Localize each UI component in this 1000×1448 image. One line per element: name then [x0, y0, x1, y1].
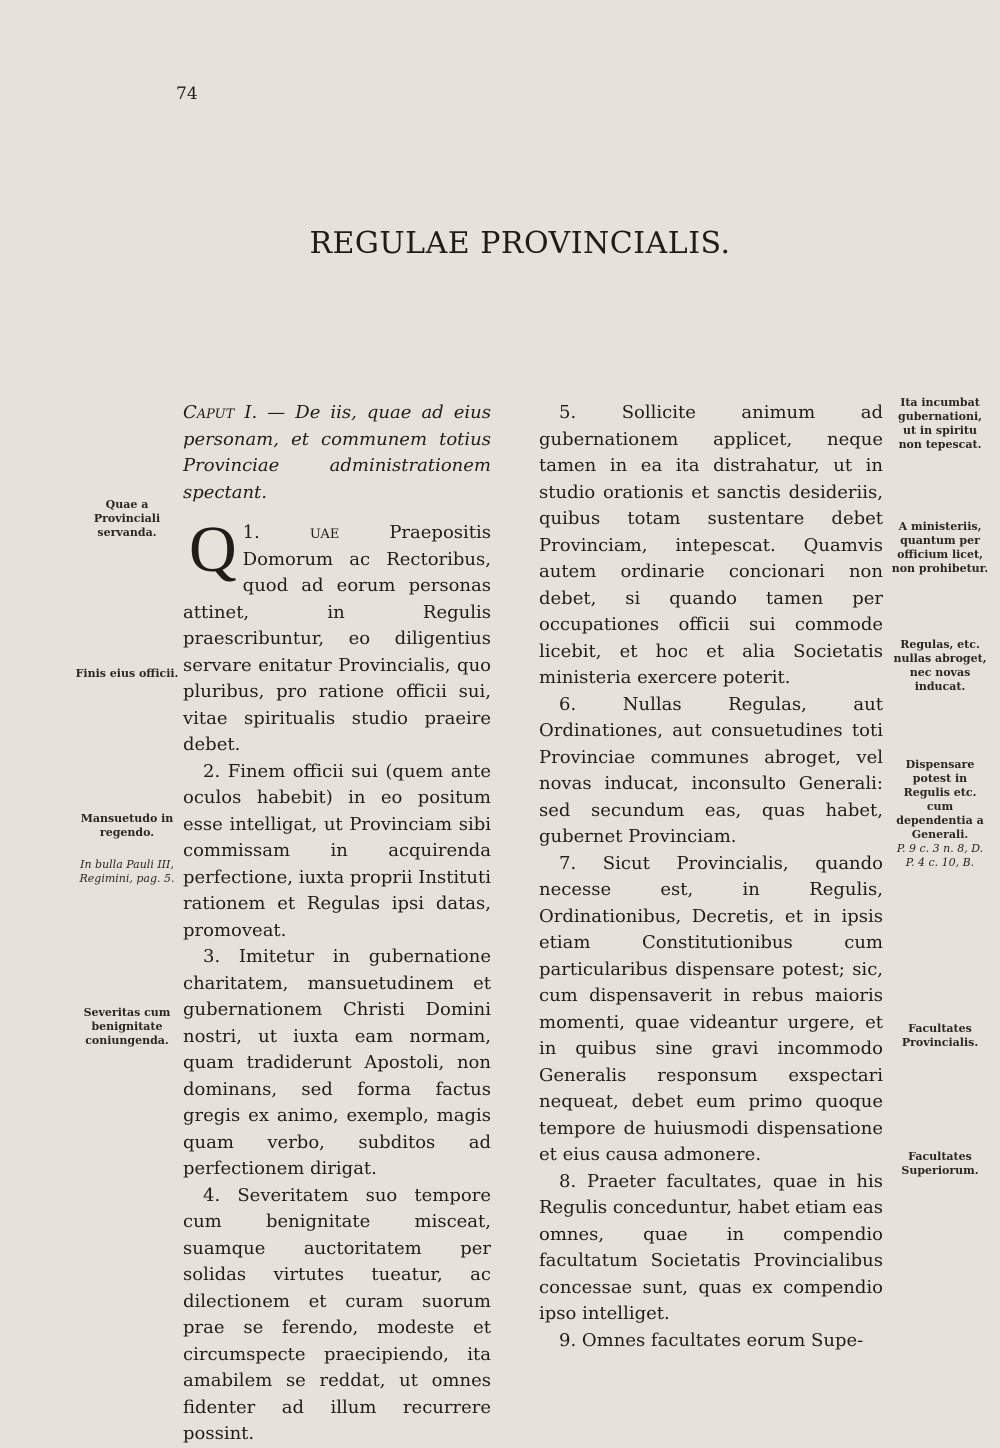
paragraph-7: 7. Sicut Provincialis, quando necesse est, in Regulis, Ordinationibus, Decretis, et in ipsis etiam Constitutionibus cum particularibus dispensare potest; sic, cum dispensaverit in rebus maioris momenti, quae videantur urgere, et in quibus sine gravi incommodo Generalis responsum exspectari nequeat, debet eum primo quoque tempore de huiusmodi dispensatione et eius causa admonere. — [539, 852, 883, 1165]
margin-note-bulla-line2: Regimini, pag. 5. — [79, 872, 175, 885]
margin-note-regulas: Regulas, etc. nullas abroget, nec novas inducat. — [893, 638, 987, 693]
left-text-column — [183, 400, 491, 1448]
margin-note-ref-1: P. 9 c. 3 n. 8, D. — [896, 842, 984, 855]
paragraph-1-number: 1. — [242, 522, 260, 543]
chapter-label: Caput I. — [183, 402, 258, 423]
margin-note-facultates-superiorum: Facultates Superiorum. — [901, 1150, 979, 1177]
paragraph-1-text: Praepositis Domorum ac Rectoribus, quod ad eorum personas attinet, in Regulis praescribuntur, eo diligentius servare enitatur Provincialis, quo pluribus, pro ratione officii sui, vitae spiritualis studio praeire debet. — [183, 522, 491, 755]
margin-note-dispensare — [890, 758, 990, 870]
right-text-column — [539, 400, 883, 1354]
paragraph-5: 5. Sollicite animum ad gubernationem applicet, neque tamen in ea ita distrahatur, ut in studio orationis et sanctis desideriis, quibus totam sustentare debet Provinciam, intepescat. Quamvis autem ordinarie concionari non debet, si quando tamen per occupationes officii sui commode licebit, et hoc et alia Societatis ministeria exercere poterit. — [539, 402, 883, 688]
margin-note-quae-servanda: Quae a Provinciali servanda. — [93, 498, 161, 539]
paragraph-1-smallcaps: uae — [309, 522, 340, 543]
chapter-subtitle: — De iis, quae ad eius personam, et communem totius Provinciae administrationem spectant. — [183, 402, 491, 503]
margin-note-finis-officii: Finis eius officii. — [75, 667, 179, 680]
paragraph-6: 6. Nullas Regulas, aut Ordinationes, aut consuetudines toti Provinciae communes abroget, vel novas inducat, inconsulto Generali: sed secundum eas, quas habet, gubernet Provinciam. — [539, 693, 883, 847]
page-number: 74 — [176, 84, 198, 104]
paragraph-8: 8. Praeter facultates, quae in his Regulis conceduntur, habet etiam eas omnes, quae in compendio facultatum Societatis Provincialibus concessae sunt, quas ex compendio ipso intelliget. — [539, 1170, 883, 1324]
margin-note-bulla-reference — [72, 858, 182, 886]
margin-note-ref-2: P. 4 c. 10, B. — [905, 856, 975, 869]
margin-note-facultates-provincialis: Facultates Provincialis. — [901, 1022, 979, 1049]
margin-note-severitas: Severitas cum benignitate coniungenda. — [83, 1006, 171, 1047]
chapter-heading — [183, 400, 491, 506]
paragraph-2: 2. Finem officii sui (quem ante oculos habebit) in eo positum esse intelligat, ut Provinciam sibi commissam in acquirenda perfectione, iuxta proprii Instituti rationem et Regulas ipsi datas, promoveat. — [183, 760, 491, 941]
margin-note-mansuetudo: Mansuetudo in regendo. — [80, 812, 174, 839]
margin-note-bulla-line1: In bulla Pauli III, — [80, 858, 174, 871]
paragraph-4: 4. Severitatem suo tempore cum benignitate misceat, suamque auctoritatem per solidas virtutes tueatur, ac dilectionem et curam suorum prae se ferendo, modeste et circumspecte praecipiendo, ita amabilem se reddat, ut omnes fidenter ad illum recurrere possint. — [183, 1184, 491, 1444]
margin-note-a-ministeriis: A ministeriis, quantum per officium licet, non prohibetur. — [891, 520, 989, 575]
paragraph-3: 3. Imitetur in gubernatione charitatem, mansuetudinem et gubernationem Christi Domini nostri, ut iuxta eam normam, quam tradiderunt Apostoli, non dominans, sed forma factus gregis ex animo, exemplo, magis quam verbo, subditos ad perfectionem dirigat. — [183, 946, 491, 1179]
drop-cap: Q — [189, 513, 237, 586]
margin-note-ita-incumbat: Ita incumbat gubernationi, ut in spiritu non tepescat. — [898, 396, 982, 451]
margin-note-dispensare-text: Dispensare potest in Regulis etc. cum dependentia a Generali. — [896, 758, 984, 841]
paragraph-1 — [183, 513, 491, 759]
page-title: REGULAE PROVINCIALIS. — [309, 226, 731, 261]
paragraph-9: 9. Omnes facultates eorum Supe- — [559, 1329, 864, 1351]
